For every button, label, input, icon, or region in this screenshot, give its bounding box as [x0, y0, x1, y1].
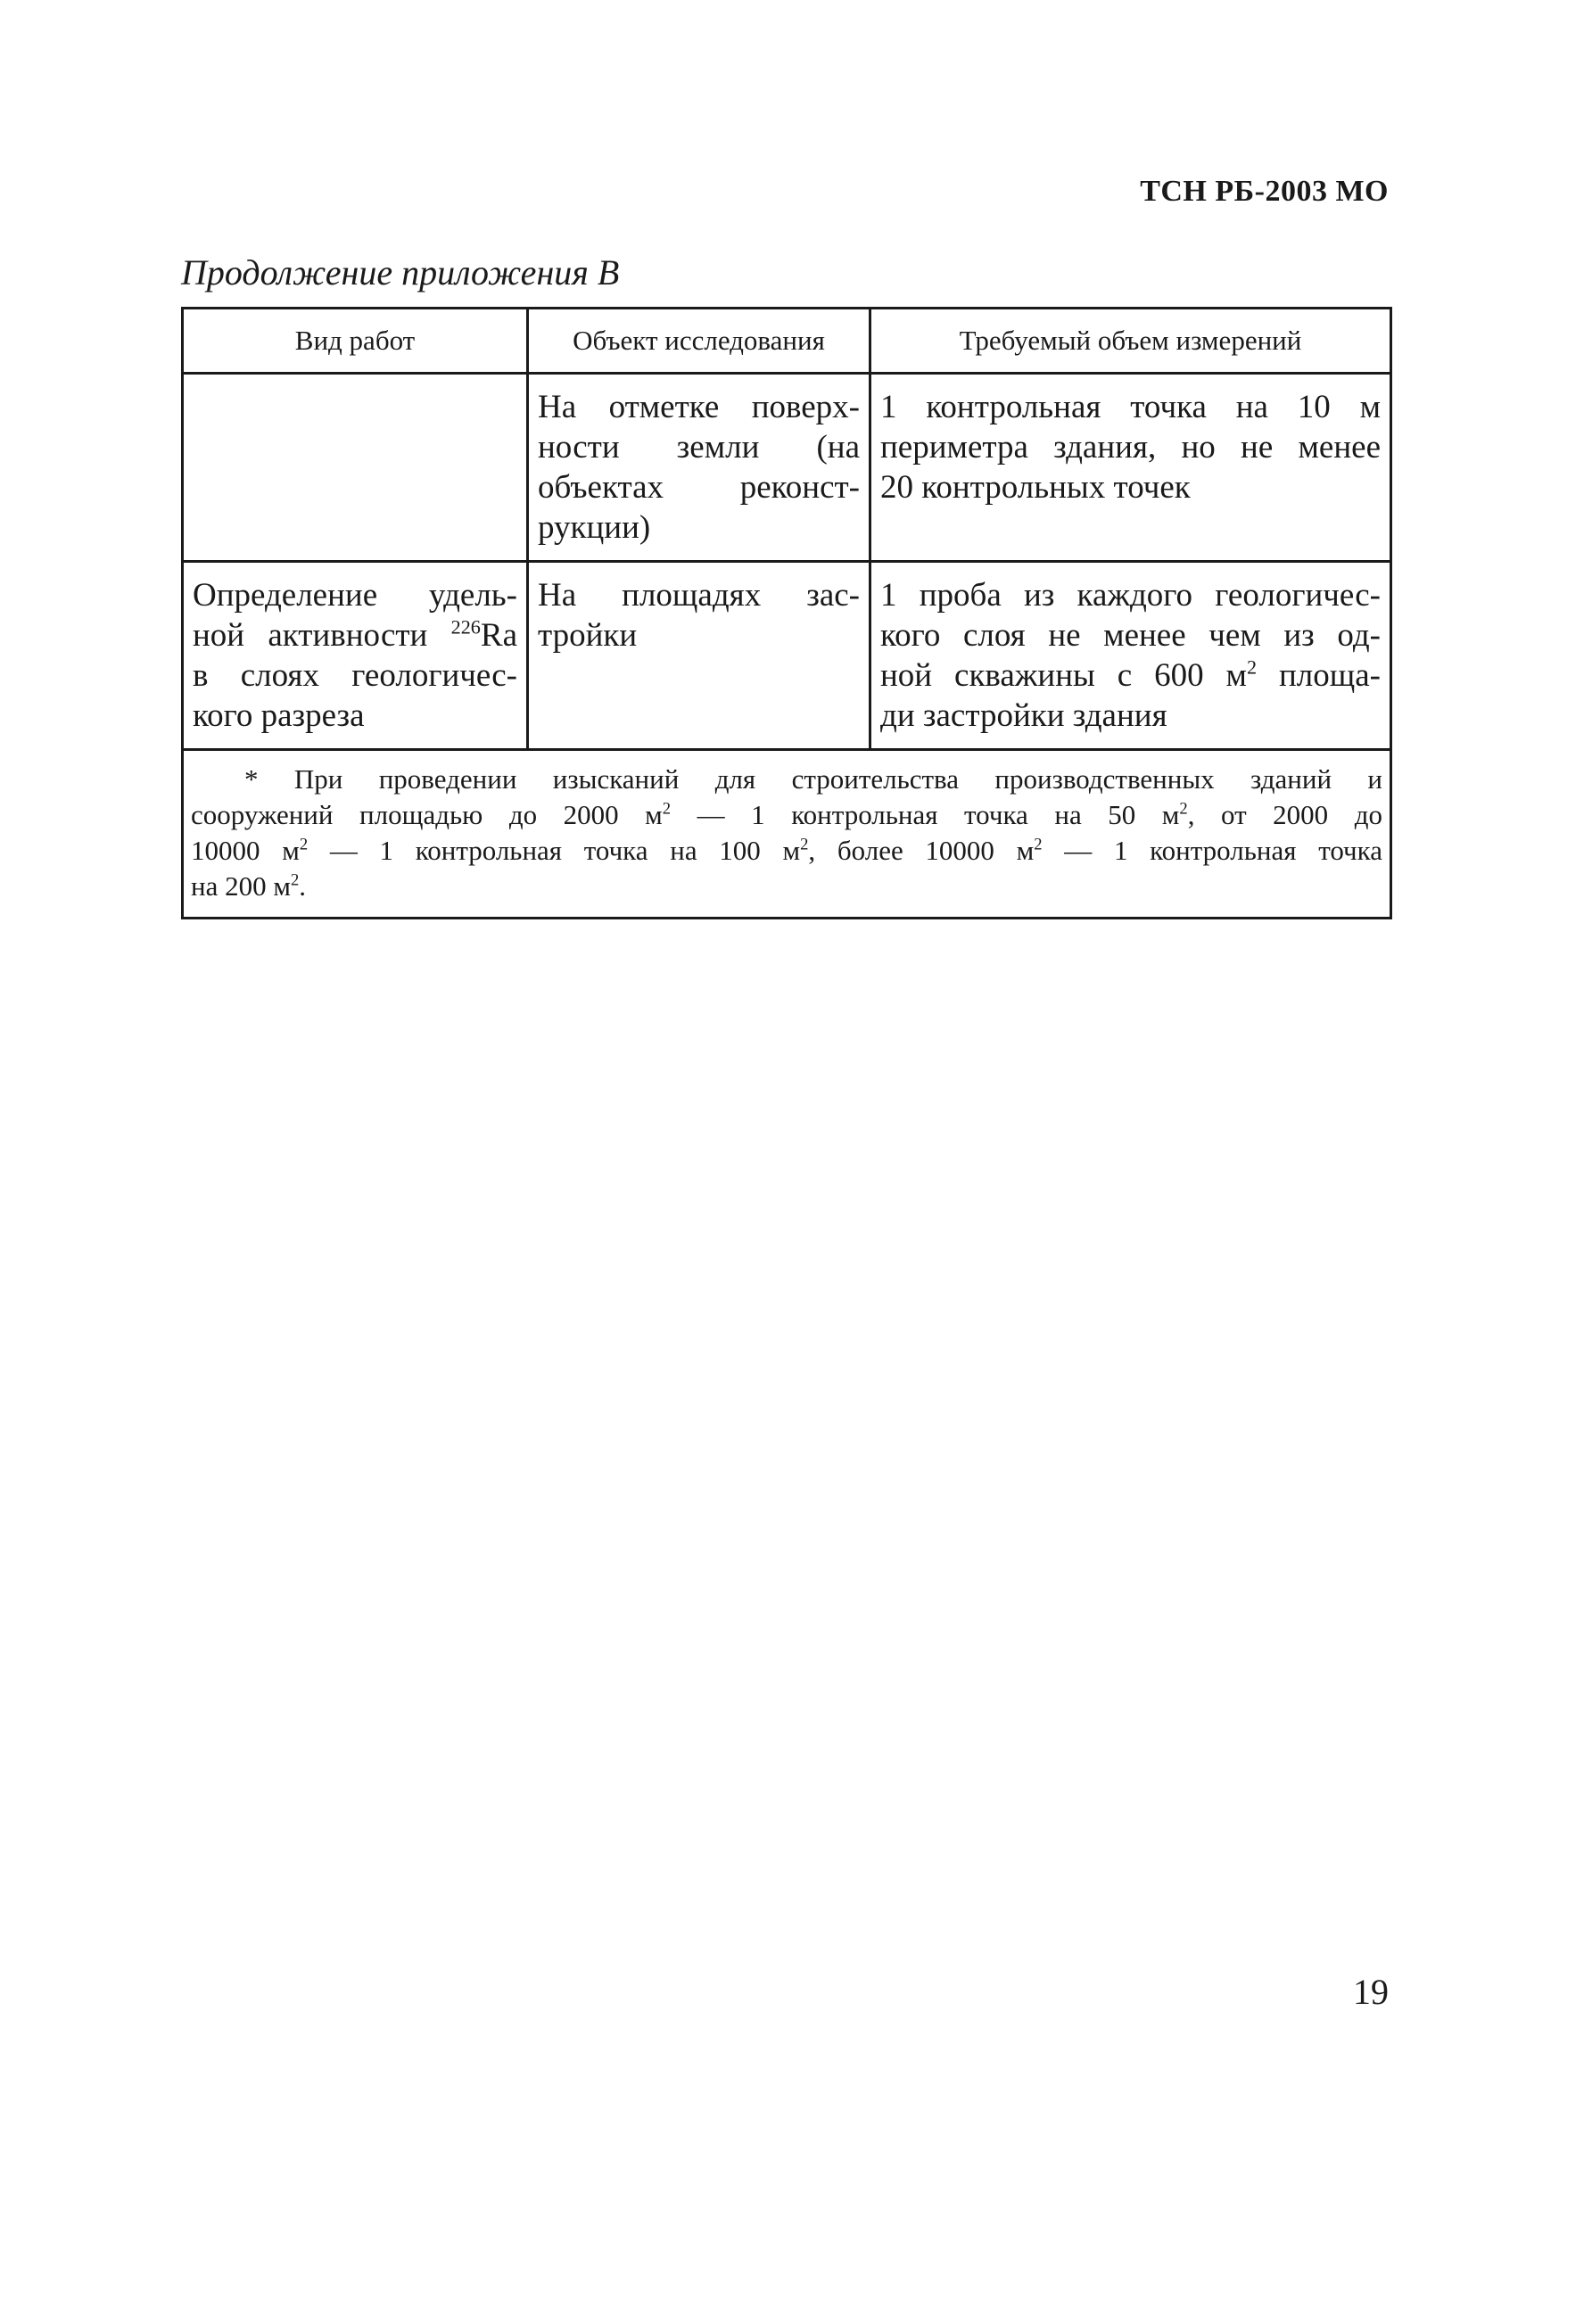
cell-volume: [870, 374, 1391, 562]
superscript: 2: [290, 870, 300, 890]
document-code: ТСН РБ-2003 МО: [1140, 175, 1389, 208]
table-header-row: [183, 309, 1391, 374]
table-row: [183, 374, 1391, 562]
cell-object: [528, 562, 870, 750]
cell-object: [528, 374, 870, 562]
cell-line: На отметке поверх-: [538, 389, 860, 425]
footnote-text: , более 10000 м: [808, 835, 1035, 866]
cell-line: На площадях зас-: [538, 577, 860, 614]
column-header-object: Объект исследования: [528, 309, 870, 374]
continuation-title: Продолжение приложения В: [181, 252, 620, 293]
footnote-text: на 200 м: [191, 870, 291, 902]
requirements-table: [181, 307, 1392, 919]
column-header-volume: Требуемый объем измерений: [870, 309, 1391, 374]
footnote-text: .: [299, 870, 307, 902]
table-note-row: [183, 750, 1391, 919]
cell-volume: [870, 562, 1391, 750]
superscript: 2: [1246, 655, 1258, 679]
superscript: 2: [299, 835, 309, 854]
cell-line: рукции): [538, 509, 651, 546]
cell-work-type: [183, 562, 528, 750]
superscript: 2: [1179, 799, 1188, 819]
table-row: [183, 562, 1391, 750]
footnote-text: , от 2000 до: [1187, 799, 1382, 830]
cell-line: 1 контрольная точка на 10 м: [880, 389, 1381, 425]
requirements-table-wrapper: [181, 307, 1390, 919]
footnote-text: — 1 контрольная точка: [1042, 835, 1382, 866]
cell-line: тройки: [538, 617, 638, 654]
cell-text: ной скважины с 600 м: [880, 657, 1247, 694]
footnote-line: * При проведении изысканий для строительства производственных зданий и: [244, 763, 1382, 795]
footnote-text: сооружений площадью до 2000 м: [191, 799, 663, 830]
cell-line: ди застройки здания: [880, 697, 1167, 734]
isotope-symbol: Ra: [480, 617, 517, 654]
cell-line: ности земли (на: [538, 429, 860, 466]
cell-line: в слоях геологичес-: [193, 657, 517, 694]
footnote-line: [191, 797, 1382, 833]
cell-text: площа-: [1257, 657, 1381, 694]
cell-line: [880, 655, 1381, 696]
cell-work-type: [183, 374, 528, 562]
cell-line: [193, 615, 517, 655]
footnote-line: [191, 833, 1382, 869]
footnote-line: [191, 869, 1382, 904]
cell-line: Определение удель-: [193, 577, 517, 614]
cell-line: 1 проба из каждого геологичес-: [880, 577, 1381, 614]
page-number: 19: [1353, 1972, 1389, 2012]
column-header-work-type: Вид работ: [183, 309, 528, 374]
footnote-text: 10000 м: [191, 835, 300, 866]
cell-line: объектах реконст-: [538, 469, 860, 506]
footnote-text: — 1 контрольная точка на 50 м: [671, 799, 1180, 830]
footnote-text: — 1 контрольная точка на 100 м: [308, 835, 801, 866]
cell-line: кого слоя не менее чем из од-: [880, 617, 1381, 654]
superscript: 2: [1034, 835, 1043, 854]
table-footnote: [183, 750, 1391, 919]
superscript: 2: [800, 835, 809, 854]
cell-line: кого разреза: [193, 697, 365, 734]
isotope-mass-number: 226: [450, 615, 481, 639]
superscript: 2: [662, 799, 672, 819]
cell-line: 20 контрольных точек: [880, 469, 1191, 506]
cell-text: ной активности: [193, 617, 451, 654]
cell-line: периметра здания, но не менее: [880, 429, 1381, 466]
